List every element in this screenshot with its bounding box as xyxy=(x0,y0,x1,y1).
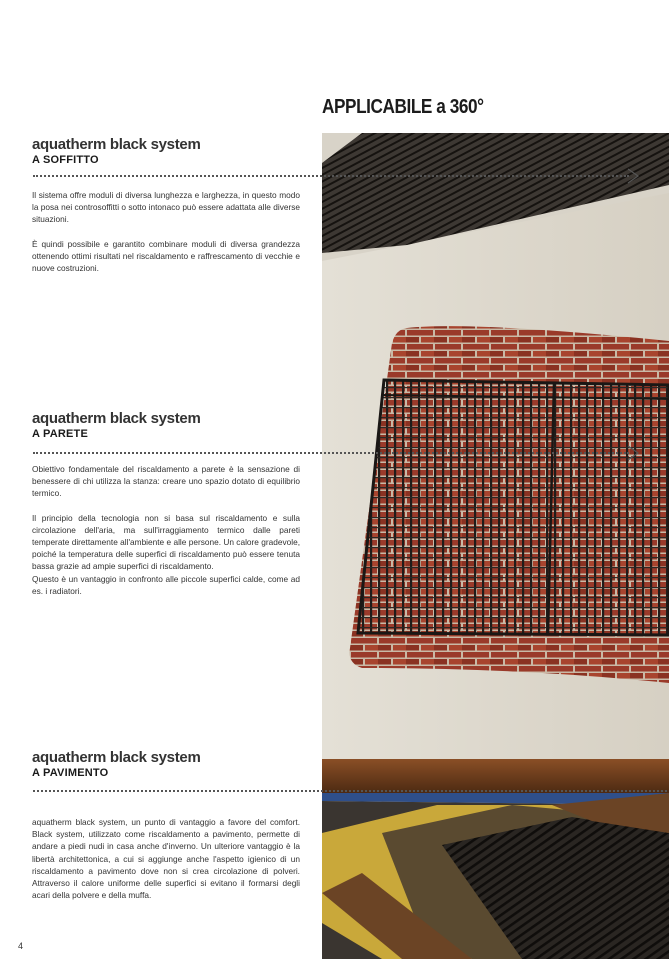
section-subtitle: A PARETE xyxy=(32,428,88,440)
section-brand: aquatherm black system xyxy=(32,410,201,427)
installation-photo xyxy=(322,133,669,959)
section-ceiling xyxy=(32,136,300,274)
paragraph: Obiettivo fondamentale del riscaldamento a parete è la sensazione di benessere di chi utilizza la stanza: creare uno spazio dotato di equilibrio termico. xyxy=(32,464,300,499)
chevron-right-icon xyxy=(627,445,639,461)
page-number: 4 xyxy=(18,941,24,951)
dotted-leader-wall xyxy=(33,452,629,454)
section-floor xyxy=(32,749,300,901)
paragraph: Il sistema offre moduli di diversa lunghezza e larghezza, in questo modo la posa nei controsoffitti o sotto intonaco può essere adattata alle diverse situazioni. xyxy=(32,190,300,225)
section-wall xyxy=(32,410,300,597)
skirting-board xyxy=(322,759,669,793)
section-brand: aquatherm black system xyxy=(32,749,201,766)
page-title: APPLICABILE a 360° xyxy=(322,96,484,118)
section-subtitle: A SOFFITTO xyxy=(32,154,99,166)
paragraph: Il principio della tecnologia non si basa sul riscaldamento e sulla circolazione dell'aria, ma sull'irraggiamento termico dalle pareti temperate direttamente all'ambiente e alle persone. Un calore gradevole, poiché la temperatura delle superfici di riscaldamento può essere tenuta bassa grazie ad ampie superfici di riscaldamento. Questo è un vantaggio in confronto alle piccole superfici calde, come ad es. i radiatori. xyxy=(32,512,300,596)
dotted-leader-ceiling xyxy=(33,175,629,177)
chevron-right-icon xyxy=(627,168,639,184)
installation-illustration xyxy=(322,133,669,959)
section-subtitle: A PAVIMENTO xyxy=(32,767,109,779)
dotted-leader-floor xyxy=(33,790,667,792)
wall-grille xyxy=(358,380,669,635)
paragraph: aquatherm black system, un punto di vantaggio a favore del comfort. Black system, utilizzato come riscaldamento a pavimento, permette di andare a piedi nudi in casa anche d'inverno. Un ulteriore vantaggio è la libertà architettonica, a cui si aggiunge anche l'aspetto igienico di un riscaldamento a pavimento dove non si crea circolazione di polveri. Attraverso il calore uniforme delle superfici si evitano il formarsi degli acari della polvere e della muffa. xyxy=(32,817,300,901)
paragraph: È quindi possibile e garantito combinare moduli di diversa grandezza ottenendo ottimi risultati nel riscaldamento e raffrescamento di vecchie e nuove costruzioni. xyxy=(32,238,300,274)
section-brand: aquatherm black system xyxy=(32,136,201,153)
